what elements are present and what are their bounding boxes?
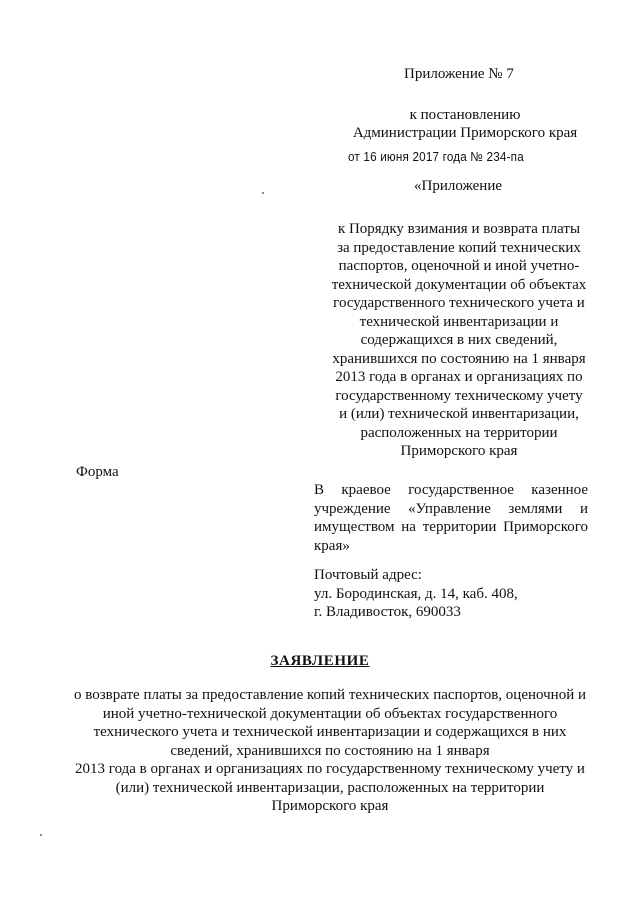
- appendix-number: Приложение № 7: [404, 66, 514, 82]
- procedure-line: 2013 года в органах и организациях по: [335, 369, 583, 385]
- document-title: ЗАЯВЛЕНИЕ: [270, 653, 370, 669]
- subject-line: технического учета и технической инвентаризации и содержащихся в них: [93, 724, 567, 740]
- quoted-appendix-heading: «Приложение: [414, 178, 503, 194]
- postal-label: Почтовый адрес:: [314, 567, 422, 583]
- resolution-reference: [330, 106, 600, 142]
- procedure-line: государственному техническому учету: [335, 387, 583, 404]
- subject-line: о возврате платы за предоставление копий технических паспортов, оценочной и: [73, 687, 587, 703]
- postal-city: г. Владивосток, 690033: [314, 604, 461, 620]
- subject-line: (или) технической инвентаризации, расположенных на территории: [115, 779, 545, 796]
- addressee-line: края»: [314, 537, 350, 554]
- scan-speck: [40, 834, 42, 836]
- procedure-line: государственного технического учета и: [333, 295, 585, 311]
- procedure-line: к Порядку взимания и возврата платы: [337, 221, 581, 237]
- addressee-block: [314, 481, 588, 555]
- postal-street: ул. Бородинская, д. 14, каб. 408,: [314, 585, 518, 602]
- postal-address: [314, 566, 518, 622]
- addressee-line: учреждение «Управление землями и: [314, 500, 588, 517]
- resolution-date-number: от 16 июня 2017 года № 234-па: [348, 149, 524, 164]
- procedure-line: технической документации об объектах: [331, 276, 587, 293]
- procedure-line: расположенных на территории: [360, 424, 558, 441]
- procedure-reference: [318, 220, 600, 461]
- resolution-line: Администрации Приморского края: [352, 125, 578, 141]
- procedure-line: технической инвентаризации и: [359, 313, 559, 330]
- addressee-line: В краевое государственное казенное: [314, 482, 588, 498]
- addressee-line: имуществом на территории Приморского: [314, 519, 588, 535]
- scan-speck: [262, 192, 264, 194]
- procedure-line: Приморского края: [400, 443, 518, 459]
- subject-line: Приморского края: [271, 798, 389, 814]
- subject-line: иной учетно-технической документации об объектах государственного: [102, 705, 558, 722]
- procedure-line: за предоставление копий технических: [337, 239, 581, 256]
- procedure-line: хранившихся по состоянию на 1 января: [332, 350, 586, 367]
- procedure-line: паспортов, оценочной и иной учетно-: [338, 258, 580, 274]
- procedure-line: и (или) технической инвентаризации,: [339, 406, 579, 422]
- subject-line: сведений, хранившихся по состоянию на 1 января: [170, 742, 490, 759]
- procedure-line: содержащихся в них сведений,: [360, 332, 558, 348]
- form-label: Форма: [76, 464, 119, 480]
- subject-line: 2013 года в органах и организациях по государственному техническому учету и: [75, 761, 585, 777]
- application-subject: [60, 686, 600, 816]
- resolution-line: к постановлению: [409, 107, 521, 123]
